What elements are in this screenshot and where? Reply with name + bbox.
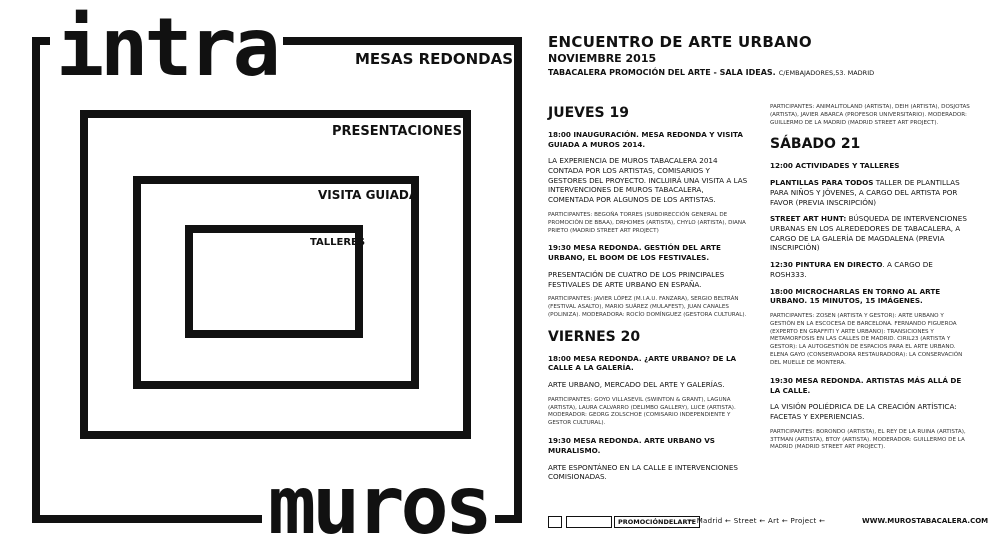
event-heading: 18:00 MICROCHARLAS EN TORNO AL ARTE URBANO. 15 MINUTOS, 15 IMÁGENES. [770,286,941,306]
event-description: LA EXPERIENCIA DE MUROS TABACALERA 2014 CONTADA POR LOS ARTISTAS, COMISARIOS Y GESTORES DEL PROYECTO. INCLUIRÁ UNA VISITA A LAS INTERVENCIONES DE MUROS TABACALERA, COMENTADA POR ALGUNOS DE LOS ARTISTAS. [548,156,748,205]
event-item-text: . A CARGO DE ROSH333. [770,260,933,279]
event-participants: PARTICIPANTES: GOYO VILLASEVIL (SWINTON & GRANT), LAGUNA (ARTISTA), LAURA CALVARRO (DELIMBO GALLERY), LUCE (ARTISTA). MODERADOR: GEORG ZOLSCHOE (COMISARIO INDEPENDIENTE Y GESTOR CULTURAL). [548,396,736,427]
event-title: ENCUENTRO DE ARTE URBANO [548,33,812,51]
event-item [770,214,970,253]
event-participants: PARTICIPANTES: ZOSEN (ARTISTA Y GESTOR): ARTE URBANO Y GESTIÓN EN LA ESCOCESA DE BARCELONA. FERNANDO FIGUEROA (EXPERTO EN GRAFFITI Y ARTE URBANO): TRANSICIONES Y METAMORFOSIS EN LAS CALLES DE MADRID. CIRIL23 (ARTISTA Y GESTOR): LA AUTOGESTIÓN DE ESPACIOS PARA EL ARTE URBANO. ELENA GAYO (CONSERVADORA RESTAURADORA): LA CONSERVACIÓN DEL MUELLE DE MONTERA. [770,313,963,366]
event-description: ARTE ESPONTÁNEO EN LA CALLE E INTERVENCIONES COMISIONADAS. [548,462,738,482]
day-heading: SÁBADO 21 [770,136,861,153]
event-heading: 19:30 MESA REDONDA. GESTIÓN DEL ARTE URBANO, EL BOOM DE LOS FESTIVALES. [548,243,721,263]
label-talleres: TALLERES [310,237,366,248]
event-item-text: TALLER DE PLANTILLAS PARA NIÑOS Y JÓVENES, A CARGO DEL ARTISTA POR FAVOR (PREVIA INSCRIPCIÓN) [770,178,960,207]
title-muros: muros [262,466,495,546]
day-heading: JUEVES 19 [548,105,629,121]
program-column-2 [770,104,970,460]
label-mesas-redondas: MESAS REDONDAS [355,50,514,68]
event-description: LA VISIÓN POLIÉDRICA DE LA CREACIÓN ARTÍSTICA: FACETAS Y EXPERIENCIAS. [770,402,957,421]
event-description: PRESENTACIÓN DE CUATRO DE LOS PRINCIPALES FESTIVALES DE ARTE URBANO EN ESPAÑA. [548,269,725,289]
event-item-text: BÚSQUEDA DE INTERVENCIONES URBANAS EN LOS ALREDEDORES DE TABACALERA, A CARGO DE LA GALERÍA DE MAGDALENA (PREVIA INSCRIPCIÓN) [770,214,967,253]
program-column-1 [548,104,748,489]
event-participants: PARTICIPANTES: BEGOÑA TORRES (SUBDIRECCIÓN GENERAL DE PROMOCIÓN DE BBAA), DRHOMES (ARTISTA), CHYLO (ARTISTA), DIANA PRIETO (MADRID STREET ART PROJECT) [548,211,746,234]
event-participants: PARTICIPANTES: ANIMALITOLAND (ARTISTA), DEIH (ARTISTA), DOSJOTAS (ARTISTA), JAVIER ABARCA (PROFESOR UNIVERSITARIO). MODERADOR: GUILLERMO DE LA MADRID (MADRID STREET ART PROJECT). [770,104,970,126]
event-participants: PARTICIPANTES: JAVIER LÓPEZ (M.I.A.U. FANZARA), SERGIO BELTRÁN (FESTIVAL ASALTO), MARIO SUÁREZ (MULAFEST), JUAN CANALES (POLINIZA). MODERADORA: ROCÍO DOMÍNGUEZ (GESTORA CULTURAL). [548,296,747,318]
event-item-title: 12:30 PINTURA EN DIRECTO [770,260,883,270]
label-presentaciones: PRESENTACIONES [332,124,463,139]
event-item [770,260,970,279]
event-item-title: PLANTILLAS PARA TODOS [770,178,874,188]
event-date: NOVIEMBRE 2015 [548,52,657,65]
venue-name: TABACALERA PROMOCIÓN DEL ARTE - SALA IDEAS. [548,68,776,77]
event-heading: 12:00 ACTIVIDADES Y TALLERES [770,161,900,171]
event-item-title: STREET ART HUNT: [770,214,847,224]
ministry-logo-icon [566,516,612,528]
event-description: ARTE URBANO, MERCADO DEL ARTE Y GALERÍAS. [548,380,725,390]
footer-tagline: ← Madrid ← Street ← Art ← Project ← [688,517,826,525]
event-heading: 18:00 INAUGURACIÓN. MESA REDONDA Y VISITA GUIADA A MUROS 2014. [548,129,743,149]
footer [548,516,988,528]
venue-address: C/EMBAJADORES,53. MADRID [778,69,875,77]
website-link[interactable]: WWW.MUROSTABACALERA.COM [862,517,989,525]
label-visita-guiada: VISITA GUIADA [318,188,419,202]
event-heading: 19:30 MESA REDONDA. ARTISTAS MÁS ALLÁ DE LA CALLE. [770,375,962,395]
event-heading: 18:00 MESA REDONDA. ¿ARTE URBANO? DE LA CALLE A LA GALERÍA. [548,353,737,373]
day-heading: VIERNES 20 [548,328,641,345]
event-item [770,178,970,207]
title-intra: intra [50,8,283,88]
event-heading: 19:30 MESA REDONDA. ARTE URBANO VS MURALISMO. [548,436,715,455]
event-venue [548,68,874,77]
event-participants: PARTICIPANTES: BORONDO (ARTISTA), EL REY DE LA RUINA (ARTISTA), 3TTMAN (ARTISTA), BTOY (ARTISTA). MODERADOR: GUILLERMO DE LA MADRID (MADRID STREET ART PROJECT). [770,428,966,451]
coat-of-arms-icon [548,516,562,528]
promocion-del-arte-logo: PROMOCIÓNDELARTE [614,516,700,528]
